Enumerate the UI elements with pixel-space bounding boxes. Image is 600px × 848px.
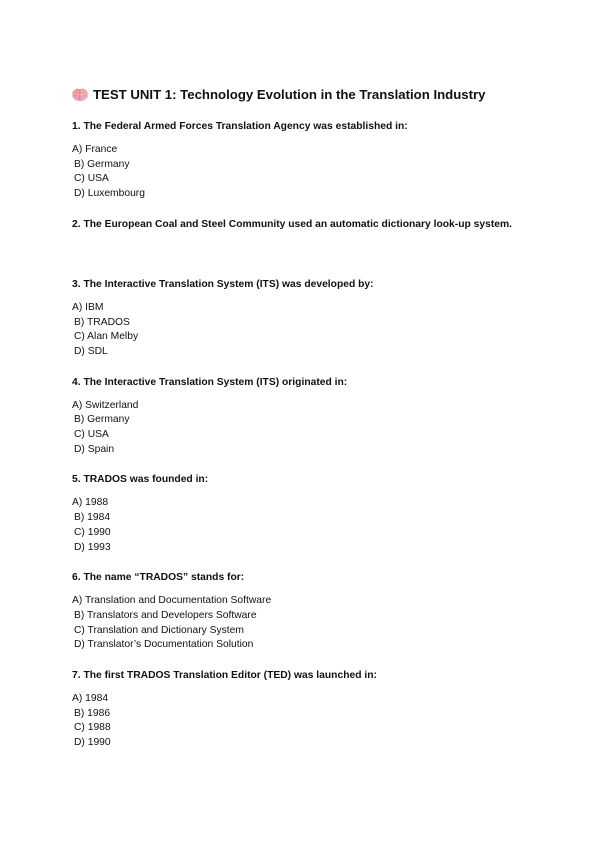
option-a: A) 1984: [72, 693, 109, 705]
option-a: A) Switzerland: [72, 399, 139, 411]
option-b: B) 1986: [74, 707, 111, 719]
option-a: A) France: [72, 144, 118, 155]
option-c: C) Alan Melby: [74, 331, 139, 343]
question-stem: 1. The Federal Armed Forces Translation Agency was established in:: [72, 121, 408, 132]
options-list: [72, 496, 532, 555]
options-list: [72, 143, 532, 202]
option-c: C) 1990: [74, 526, 111, 538]
question-7: [72, 668, 532, 751]
question-stem: 7. The first TRADOS Translation Editor (TED) was launched in:: [72, 670, 377, 682]
title-text: TEST UNIT 1: Technology Evolution in the Translation Industry: [93, 87, 486, 102]
question-2: [72, 217, 517, 262]
brain-icon: [72, 88, 88, 102]
options-list: [72, 399, 532, 458]
options-list: [72, 594, 532, 653]
question-stem: 2. The European Coal and Steel Community used an automatic dictionary look-up system.: [72, 218, 512, 230]
option-d: D) Spain: [74, 443, 115, 455]
option-b: B) TRADOS: [74, 316, 130, 328]
option-d: D) 1993: [74, 541, 111, 553]
option-a: A) IBM: [72, 301, 104, 313]
option-b: B) Translators and Developers Software: [74, 609, 257, 621]
option-a: A) Translation and Documentation Software: [72, 595, 272, 607]
question-5: [72, 472, 532, 555]
option-b: B) Germany: [74, 414, 130, 426]
question-stem: 4. The Interactive Translation System (ITS) originated in:: [72, 376, 348, 388]
option-d: D) Translator’s Documentation Solution: [74, 639, 254, 651]
options-list: [72, 692, 532, 751]
option-c: C) 1988: [74, 722, 111, 734]
options-list: [72, 301, 532, 360]
question-1: [72, 119, 532, 202]
question-stem: 5. TRADOS was founded in:: [72, 474, 209, 486]
option-d: D) SDL: [74, 345, 108, 357]
answer-space: [72, 232, 517, 262]
question-stem: 6. The name “TRADOS” stands for:: [72, 572, 245, 584]
document-page: [72, 86, 532, 751]
question-4: [72, 375, 532, 458]
option-d: D) 1990: [74, 737, 111, 749]
option-a: A) 1988: [72, 497, 109, 509]
page-title: [72, 86, 532, 104]
option-b: B) Germany: [74, 158, 130, 170]
option-c: C) Translation and Dictionary System: [74, 624, 244, 636]
option-c: C) USA: [74, 173, 109, 185]
question-6: [72, 570, 532, 653]
question-3: [72, 277, 532, 360]
option-d: D) Luxembourg: [74, 188, 145, 200]
option-c: C) USA: [74, 429, 109, 441]
question-stem: 3. The Interactive Translation System (ITS) was developed by:: [72, 278, 374, 290]
option-b: B) 1984: [74, 512, 111, 524]
